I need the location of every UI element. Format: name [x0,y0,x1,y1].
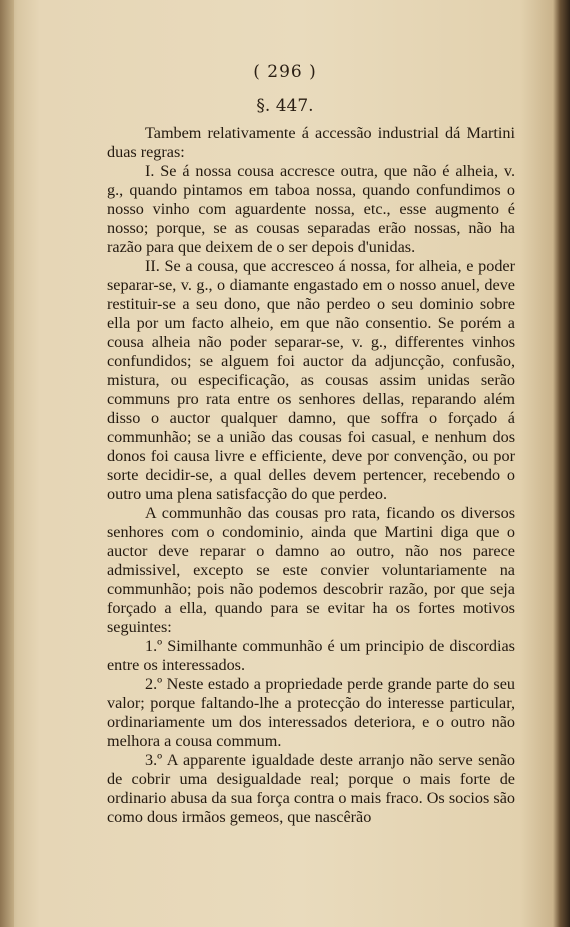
paragraph-reason-1: 1.º Similhante communhão é um principio de discordias entre os interessados. [107,637,515,674]
paragraph-reason-2: 2.º Neste estado a propriedade perde grande parte do seu valor; porque faltando-lhe a protecção do interesse particular, ordinariamente um dos interessados deteriora, e o outro não melhora a cousa commum. [107,675,515,750]
page-number: ( 296 ) [253,62,317,82]
paragraph-commentary: A communhão das cousas pro rata, ficando os diversos senhores com o condominio, ainda que Martini diga que o auctor deve reparar o damno ao outro, não nos parece admissivel, excepto se este convier voluntariamente na communhão; pois não podemos descobrir razão, por que seja forçado a ella, quando para se evitar ha os fortes motivos seguintes: [107,504,515,636]
section-heading: §. 447. [256,96,314,116]
paragraph-rule-1: I. Se á nossa cousa accresce outra, que não é alheia, v. g., quando pintamos em taboa nossa, quando confundimos o nosso vinho com aguardente nossa, etc., esse augmento é nosso; porque, se as cousas separadas erão nossas, não ha razão para que deixem de o ser depois d'unidas. [107,162,515,256]
paragraph-intro: Tambem relativamente á accessão industrial dá Martini duas regras: [107,124,515,161]
body-text [107,124,515,827]
paragraph-reason-3: 3.º A apparente igualdade deste arranjo não serve senão de cobrir uma desigualdade real; porque o mais forte de ordinario abusa da sua força contra o mais fraco. Os socios são como dous irmãos gemeos, que nascêrão [107,751,515,826]
paragraph-rule-2: II. Se a cousa, que accresceo á nossa, for alheia, e poder separar-se, v. g., o diamante engastado em o nosso anuel, deve restituir-se a seu dono, que não perdeo o seu dominio sobre ella por um facto alheio, em que não consentio. Se porém a cousa alheia não poder separar-se, v. g., differentes vinhos confundidos; se alguem foi auctor da adjuncção, confusão, mistura, ou especificação, as cousas assim unidas serão communs pro rata entre os senhores dellas, reparando além disso o auctor qualquer damno, que soffra o forçado á communhão; se a união das cousas foi casual, e nenhum dos donos foi causa livre e efficiente, deve por convenção, ou por sorte decidir-se, a qual delles devem pertencer, recebendo o outro uma plena satisfacção do que perdeo. [107,257,515,503]
